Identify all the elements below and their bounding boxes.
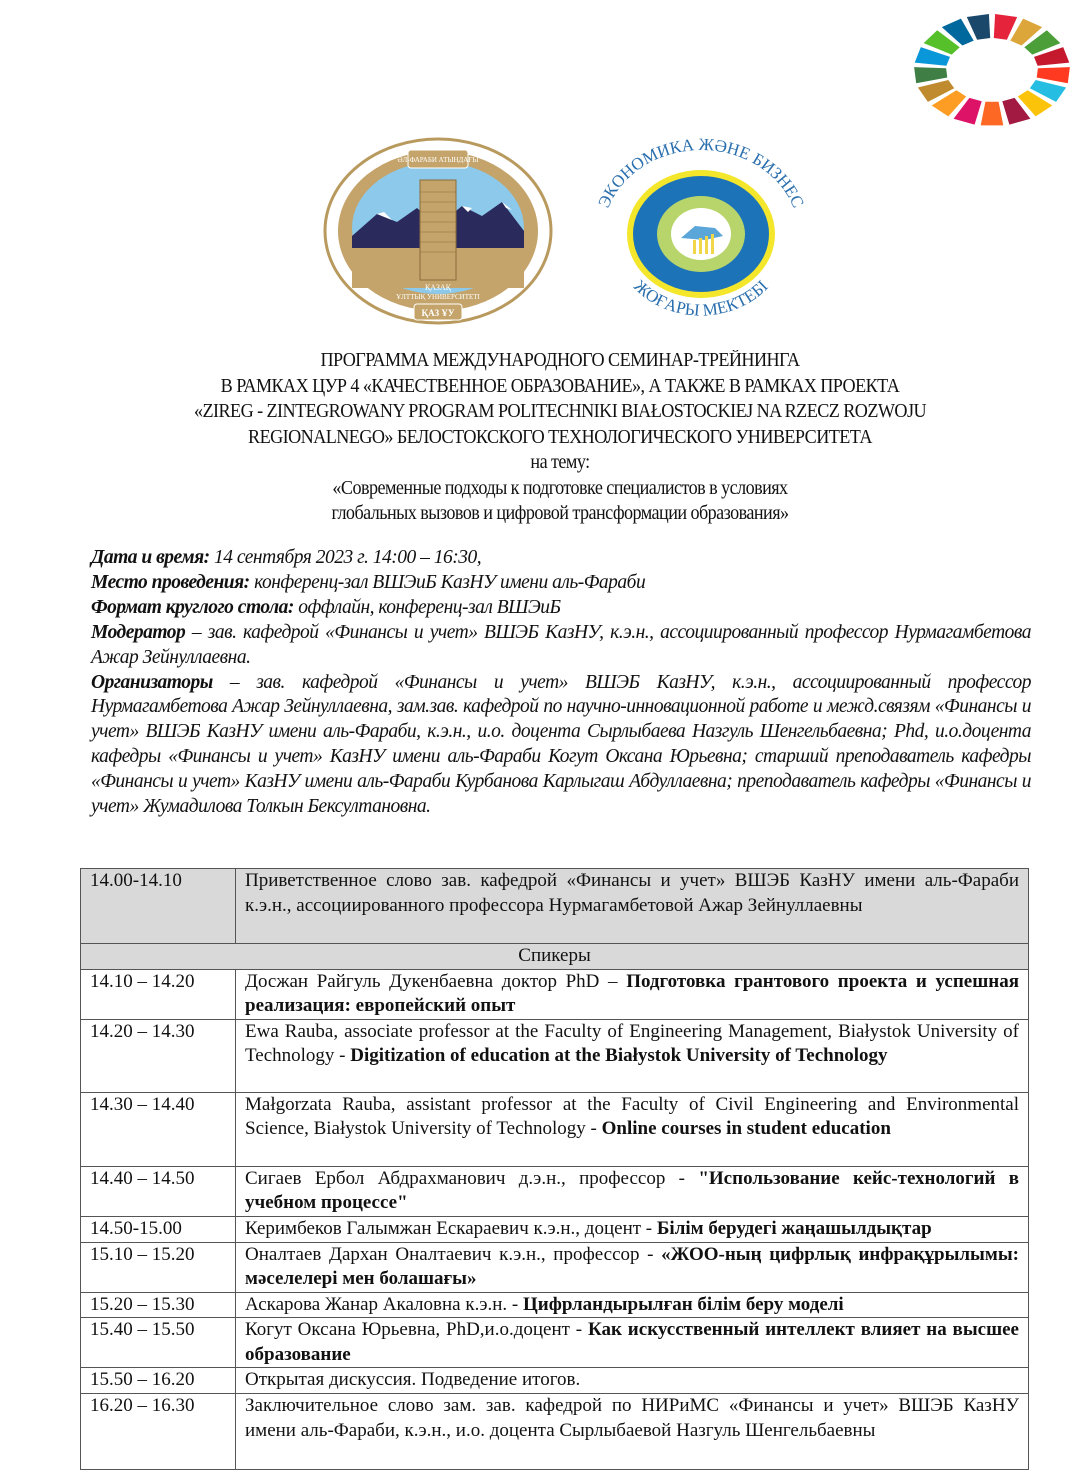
- venue: [91, 571, 1031, 596]
- time-cell: 15.50 – 16.20: [81, 1368, 236, 1394]
- talk-topic: Подготовка грантового проекта и успешная реализация: европейский опыт: [245, 970, 1020, 1016]
- title-line-3: «ZIREG - ZINTEGROWANY PROGRAM POLITECHNIKI BIAŁOSTOCKIEJ NA RZECZ ROZWOJU: [194, 401, 926, 422]
- time-cell: 14.40 – 14.50: [81, 1166, 236, 1216]
- table-row-opening: [81, 869, 1029, 944]
- time-cell: 15.40 – 15.50: [81, 1318, 236, 1368]
- section-row-speakers: [81, 944, 1029, 970]
- discussion-text: Открытая дискуссия. Подведение итогов.: [245, 1369, 581, 1390]
- time-cell: 15.20 – 15.30: [81, 1292, 236, 1318]
- description-cell: [236, 1216, 1029, 1242]
- organizers-value: – зав. кафедрой «Финансы и учет» ВШЭБ КазНУ, к.э.н., ассоциированный профессор Нурмагамбетова Ажар Зейнуллаевна, зам.зав. кафедрой по научно-инновационной работе и межд.связям «Финансы и учет» ВШЭБ КазНУ имени аль-Фараби, к.э.н., и.о. доцента Сырлыбаева Назгуль Шенгельбаевна; Phd, и.о.доцента кафедры «Финансы и учет» КазНУ имени аль-Фараби Когут Оксана Юрьевна; старший преподаватель кафедры «Финансы и учет» КазНУ имени аль-Фараби Курбанова Карлыгаш Абдуллаевна; преподаватель кафедры «Финансы и учет» Жумадилова Толкын Бексултановна.: [91, 671, 1031, 818]
- talk-topic: Online courses in student education: [601, 1118, 891, 1139]
- format-label: Формат круглого стола:: [91, 596, 294, 618]
- speaker: Ewa Rauba, associate professor at the Faculty of Engineering Management, Białystok University of Technology -: [245, 1020, 1019, 1066]
- venue-value: конференц-зал ВШЭиБ КазНУ имени аль-Фараби: [249, 571, 646, 593]
- speaker: Сигаев Ербол Абдрахманович д.э.н., профессор -: [245, 1167, 699, 1189]
- format-value: оффлайн, конференц-зал ВШЭиБ: [293, 596, 561, 618]
- date-label: Дата и время:: [91, 547, 210, 568]
- heb-logo: [585, 136, 817, 326]
- schedule-table: [80, 868, 1029, 1470]
- table-row: [81, 1242, 1029, 1292]
- speaker: Досжан Райгуль Дукенбаевна доктор PhD –: [245, 970, 627, 992]
- time-cell: 14.20 – 14.30: [81, 1019, 236, 1092]
- topic-intro: на тему:: [530, 452, 590, 473]
- description-cell: [236, 1368, 1029, 1394]
- date-value: 14 сентября 2023 г. 14:00 – 16:30,: [209, 547, 482, 568]
- description-cell: [236, 1092, 1029, 1166]
- time-cell: 14.30 – 14.40: [81, 1092, 236, 1166]
- event-info: [91, 546, 1031, 820]
- title-line-4: REGIONALNEGO» БЕЛОСТОКСКОГО ТЕХНОЛОГИЧЕСКОГО УНИВЕРСИТЕТА: [248, 426, 872, 448]
- time-cell: 14.10 – 14.20: [81, 969, 236, 1019]
- speaker: Когут Оксана Юрьевна, PhD,и.о.доцент -: [245, 1319, 588, 1340]
- speaker: Керимбеков Галымжан Ескараевич к.э.н., доцент -: [245, 1217, 657, 1239]
- organizers: [91, 671, 1031, 820]
- moderator-label: Модератор: [91, 621, 186, 643]
- speaker: Małgorzata Rauba, assistant professor at the Faculty of Civil Engineering and Environmental Science, Białystok University of Technology -: [245, 1093, 1019, 1139]
- table-row: [81, 1318, 1029, 1368]
- svg-text:ҚАЗАҚ: ҚАЗАҚ: [424, 283, 452, 292]
- venue-label: Место проведения:: [91, 571, 250, 593]
- time-cell: 14.00-14.10: [81, 869, 236, 944]
- table-row: [81, 1216, 1029, 1242]
- table-row: [81, 1092, 1029, 1166]
- description-cell: [236, 1166, 1029, 1216]
- table-row: [81, 1166, 1029, 1216]
- description-cell: [236, 1318, 1029, 1368]
- sdg-wheel-icon: [906, 8, 1076, 128]
- title-line-1: ПРОГРАММА МЕЖДУНАРОДНОГО СЕМИНАР-ТРЕЙНИНГА: [320, 350, 800, 371]
- description-cell: [236, 1019, 1029, 1092]
- svg-text:ЖОҒАРЫ МЕКТЕБІ: ЖОҒАРЫ МЕКТЕБІ: [630, 276, 772, 320]
- speaker: Аскарова Жанар Акаловна к.э.н. -: [245, 1293, 523, 1315]
- description-cell: [236, 1242, 1029, 1292]
- talk-topic: Digitization of education at the Białystok University of Technology: [350, 1045, 888, 1066]
- talk-topic: Цифрландырылған білім беру моделі: [523, 1293, 844, 1315]
- kaznu-logo-top-text: ӘЛ-ФАРАБИ АТЫНДАҒЫ: [397, 156, 479, 164]
- section-label: Спикеры: [81, 944, 1029, 970]
- description-cell: [236, 969, 1029, 1019]
- table-row: [81, 1292, 1029, 1318]
- date-time: [91, 546, 1031, 571]
- description-cell: [236, 1292, 1029, 1318]
- time-cell: 16.20 – 16.30: [81, 1394, 236, 1470]
- table-row: [81, 1368, 1029, 1394]
- moderator-value: – зав. кафедрой «Финансы и учет» ВШЭБ КазНУ, к.э.н., ассоциированный профессор Нурмагамбетова Ажар Зейнуллаевна.: [91, 621, 1031, 668]
- heb-logo-arc-top: ЭКОНОМИКА ЖӘНЕ БИЗНЕС: [594, 136, 808, 211]
- svg-text:ҚАЗ ҰУ: ҚАЗ ҰУ: [421, 308, 455, 318]
- talk-topic: "Использование кейс-технологий в учебном процессе": [245, 1167, 1019, 1213]
- svg-text:ҰЛТТЫҚ УНИВЕРСИТЕТІ: ҰЛТТЫҚ УНИВЕРСИТЕТІ: [396, 293, 480, 301]
- table-row: [81, 1394, 1029, 1470]
- format: [91, 596, 1031, 621]
- time-cell: 15.10 – 15.20: [81, 1242, 236, 1292]
- organizers-label: Организаторы: [91, 671, 213, 693]
- moderator: [91, 621, 1031, 671]
- kaznu-logo: [322, 136, 554, 326]
- description-cell: [236, 1394, 1029, 1470]
- table-row: [81, 1019, 1029, 1092]
- table-row: [81, 969, 1029, 1019]
- topic-line-1: «Современные подходы к подготовке специалистов в условиях: [332, 477, 788, 499]
- program-title: [40, 348, 1080, 527]
- speaker: Оналтаев Дархан Оналтаевич к.э.н., профессор -: [245, 1243, 662, 1265]
- title-line-2: В РАМКАХ ЦУР 4 «КАЧЕСТВЕННОЕ ОБРАЗОВАНИЕ», А ТАКЖЕ В РАМКАХ ПРОЕКТА: [220, 375, 900, 397]
- talk-topic: «ЖОО-ның цифрлық инфрақұрылымы: мәселелері мен болашағы»: [245, 1243, 1019, 1289]
- topic-line-2: глобальных вызовов и цифровой трансформации образования»: [331, 503, 789, 524]
- closing-remarks: Заключительное слово зам. зав. кафедрой по НИРиМС «Финансы и учет» ВШЭБ КазНУ имени аль-Фараби, к.э.н., и.о. доцента Сырлыбаевой Назгуль Шенгельбаевны: [245, 1395, 1019, 1441]
- talk-topic: Как искусственный интеллект влияет на высшее образование: [245, 1319, 1019, 1365]
- time-cell: 14.50-15.00: [81, 1216, 236, 1242]
- talk-topic: Білім берудегі жаңашылдықтар: [656, 1217, 932, 1239]
- description-cell: Приветственное слово зав. кафедрой «Финансы и учет» ВШЭБ КазНУ имени аль-Фараби к.э.н., ассоциированного профессора Нурмагамбетовой Ажар Зейнуллаевны: [236, 869, 1029, 944]
